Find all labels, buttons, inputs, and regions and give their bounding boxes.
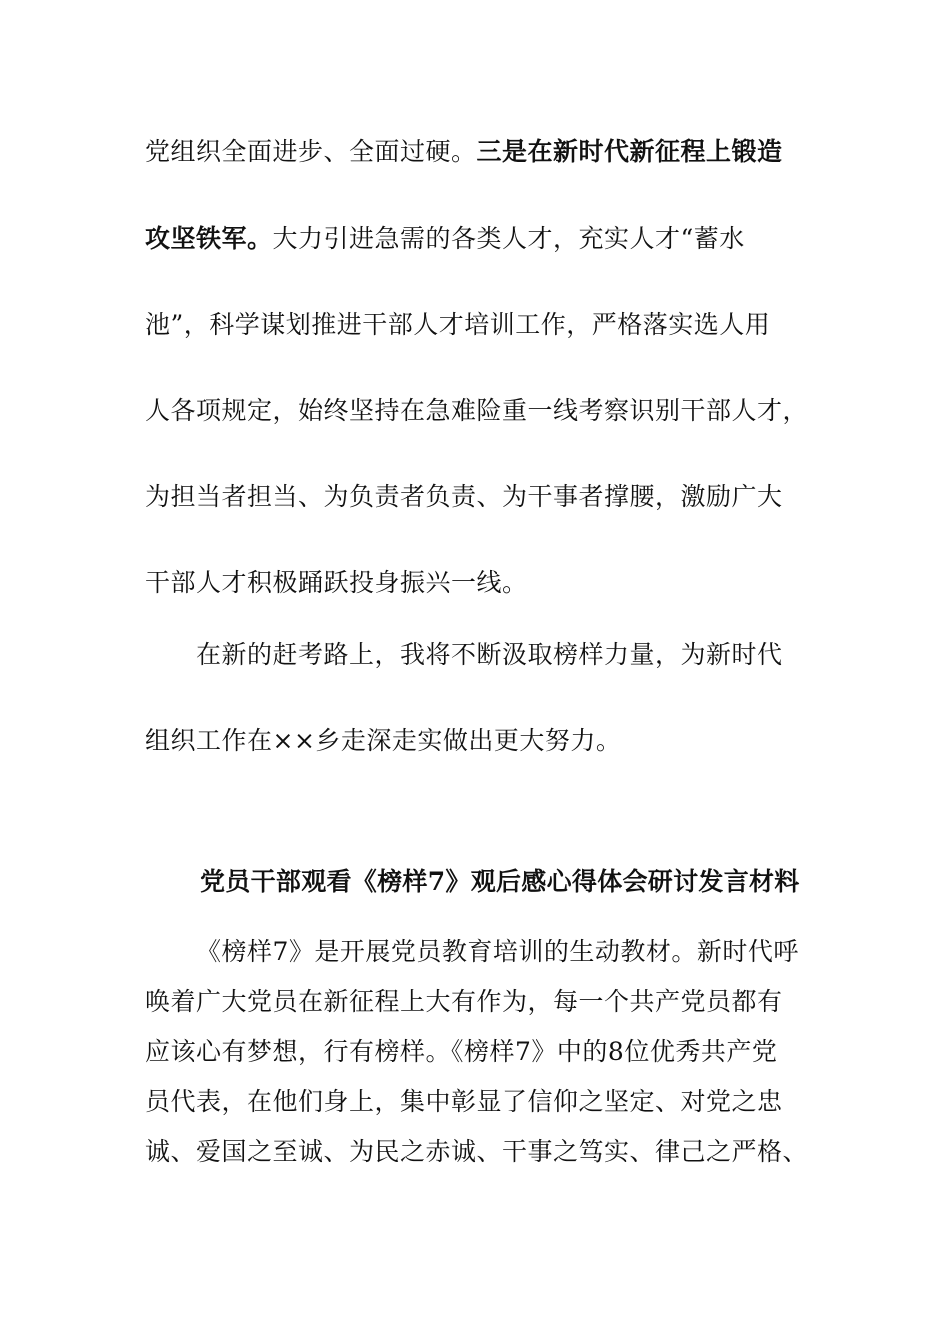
body-line-2: 唤着广大党员在新征程上大有作为，每一个共产党员都有 xyxy=(145,987,783,1016)
paragraph-line-2 xyxy=(145,222,825,256)
paragraph-line-5 xyxy=(145,480,825,514)
paragraph-line-8 xyxy=(145,724,825,758)
paragraph-line-4 xyxy=(145,394,825,428)
line-text: 干部人才积极踊跃投身振兴一线。 xyxy=(145,568,528,597)
paragraph-line-6 xyxy=(145,566,825,600)
line-text: 大力引进急需的各类人才，充实人才“蓄水 xyxy=(272,224,745,253)
line-bold-text: 攻坚铁军。 xyxy=(145,224,273,253)
paragraph-line-3 xyxy=(145,308,825,342)
line-text: 在新的赶考路上，我将不断汲取榜样力量，为新时代 xyxy=(196,640,783,669)
body-line-1: 《榜样7》是开展党员教育培训的生动教材。新时代呼 xyxy=(196,937,799,966)
paragraph-line-7 xyxy=(196,638,826,672)
line-text: 党组织全面进步、全面过硬。 xyxy=(145,137,477,166)
paragraph-line-1 xyxy=(145,135,825,169)
line-text: 池”，科学谋划推进干部人才培训工作，严格落实选人用 xyxy=(145,310,771,339)
line-bold-text: 三是在新时代新征程上锻造 xyxy=(476,137,783,166)
line-text: 人各项规定，始终坚持在急难险重一线考察识别干部人才， xyxy=(145,396,809,425)
line-text: 为担当者担当、为负责者负责、为干事者撑腰，激励广大 xyxy=(145,482,783,511)
article-title: 党员干部观看《榜样7》观后感心得体会研讨发言材料 xyxy=(200,867,800,896)
body-line-5: 诚、爱国之至诚、为民之赤诚、干事之笃实、律己之严格、 xyxy=(145,1137,809,1166)
line-text: 组织工作在××乡走深走实做出更大努力。 xyxy=(145,726,622,755)
body-line-4: 员代表，在他们身上，集中彰显了信仰之坚定、对党之忠 xyxy=(145,1087,783,1116)
body-line-3: 应该心有梦想，行有榜样。《榜样7》中的8位优秀共产党 xyxy=(145,1037,778,1066)
